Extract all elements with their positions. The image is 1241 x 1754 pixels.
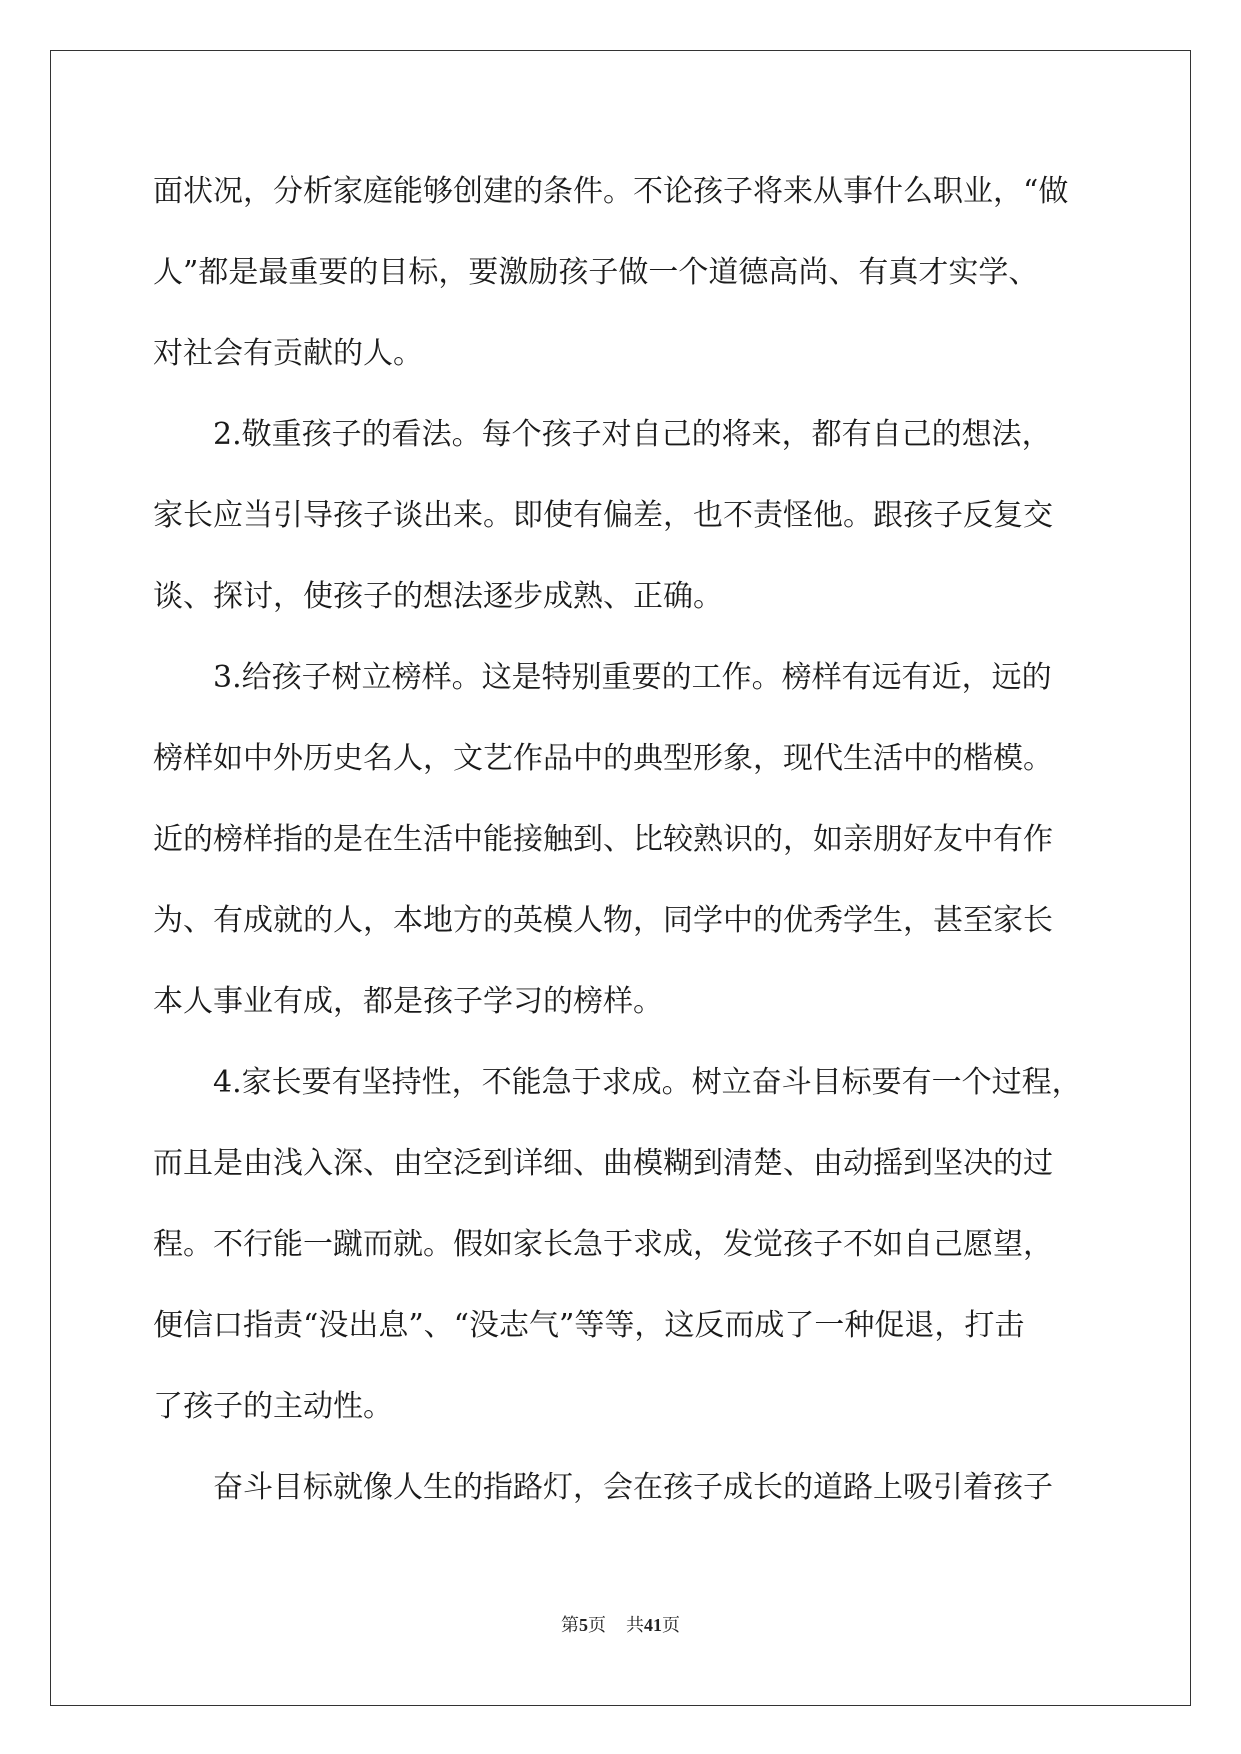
text-line: 近的榜样指的是在生活中能接触到、比较熟识的，如亲朋好友中有作 <box>153 822 1053 857</box>
text-line: 奋斗目标就像人生的指路灯，会在孩子成长的道路上吸引着孩子 <box>213 1470 1053 1505</box>
text-line: 面状况，分析家庭能够创建的条件。不论孩子将来从事什么职业，“做 <box>153 174 1069 209</box>
text-line: 为、有成就的人，本地方的英模人物，同学中的优秀学生，甚至家长 <box>153 903 1053 938</box>
text-line: 了孩子的主动性。 <box>153 1389 393 1424</box>
text-line: 对社会有贡献的人。 <box>153 336 423 371</box>
page-footer <box>0 1611 1241 1637</box>
text-line: 榜样如中外历史名人，文艺作品中的典型形象，现代生活中的楷模。 <box>153 741 1053 776</box>
text-line: 3.给孩子树立榜样。这是特别重要的工作。榜样有远有近，远的 <box>213 660 1052 695</box>
footer-total-suffix: 页 <box>662 1615 680 1636</box>
text-line: 2.敬重孩子的看法。每个孩子对自己的将来，都有自己的想法， <box>213 417 1052 452</box>
text-line: 谈、探讨，使孩子的想法逐步成熟、正确。 <box>153 579 723 614</box>
footer-prefix: 第 <box>561 1615 579 1636</box>
text-line: 家长应当引导孩子谈出来。即使有偏差，也不责怪他。跟孩子反复交 <box>153 498 1053 533</box>
footer-page-number: 5 <box>579 1615 588 1635</box>
text-line: 而且是由浅入深、由空泛到详细、曲模糊到清楚、由动摇到坚决的过 <box>153 1146 1053 1181</box>
footer-total-prefix: 共 <box>626 1615 644 1636</box>
document-body <box>153 160 1090 1537</box>
footer-page-suffix: 页 <box>588 1615 606 1636</box>
footer-total-pages: 41 <box>644 1615 662 1635</box>
text-line: 人”都是最重要的目标，要激励孩子做一个道德高尚、有真才实学、 <box>153 255 1039 290</box>
text-line: 便信口指责“没出息”、“没志气”等等，这反而成了一种促退，打击 <box>153 1308 1025 1343</box>
text-line: 本人事业有成，都是孩子学习的榜样。 <box>153 984 663 1019</box>
text-line: 程。不行能一蹴而就。假如家长急于求成，发觉孩子不如自己愿望， <box>153 1227 1053 1262</box>
text-line: 4.家长要有坚持性，不能急于求成。树立奋斗目标要有一个过程， <box>213 1065 1082 1100</box>
